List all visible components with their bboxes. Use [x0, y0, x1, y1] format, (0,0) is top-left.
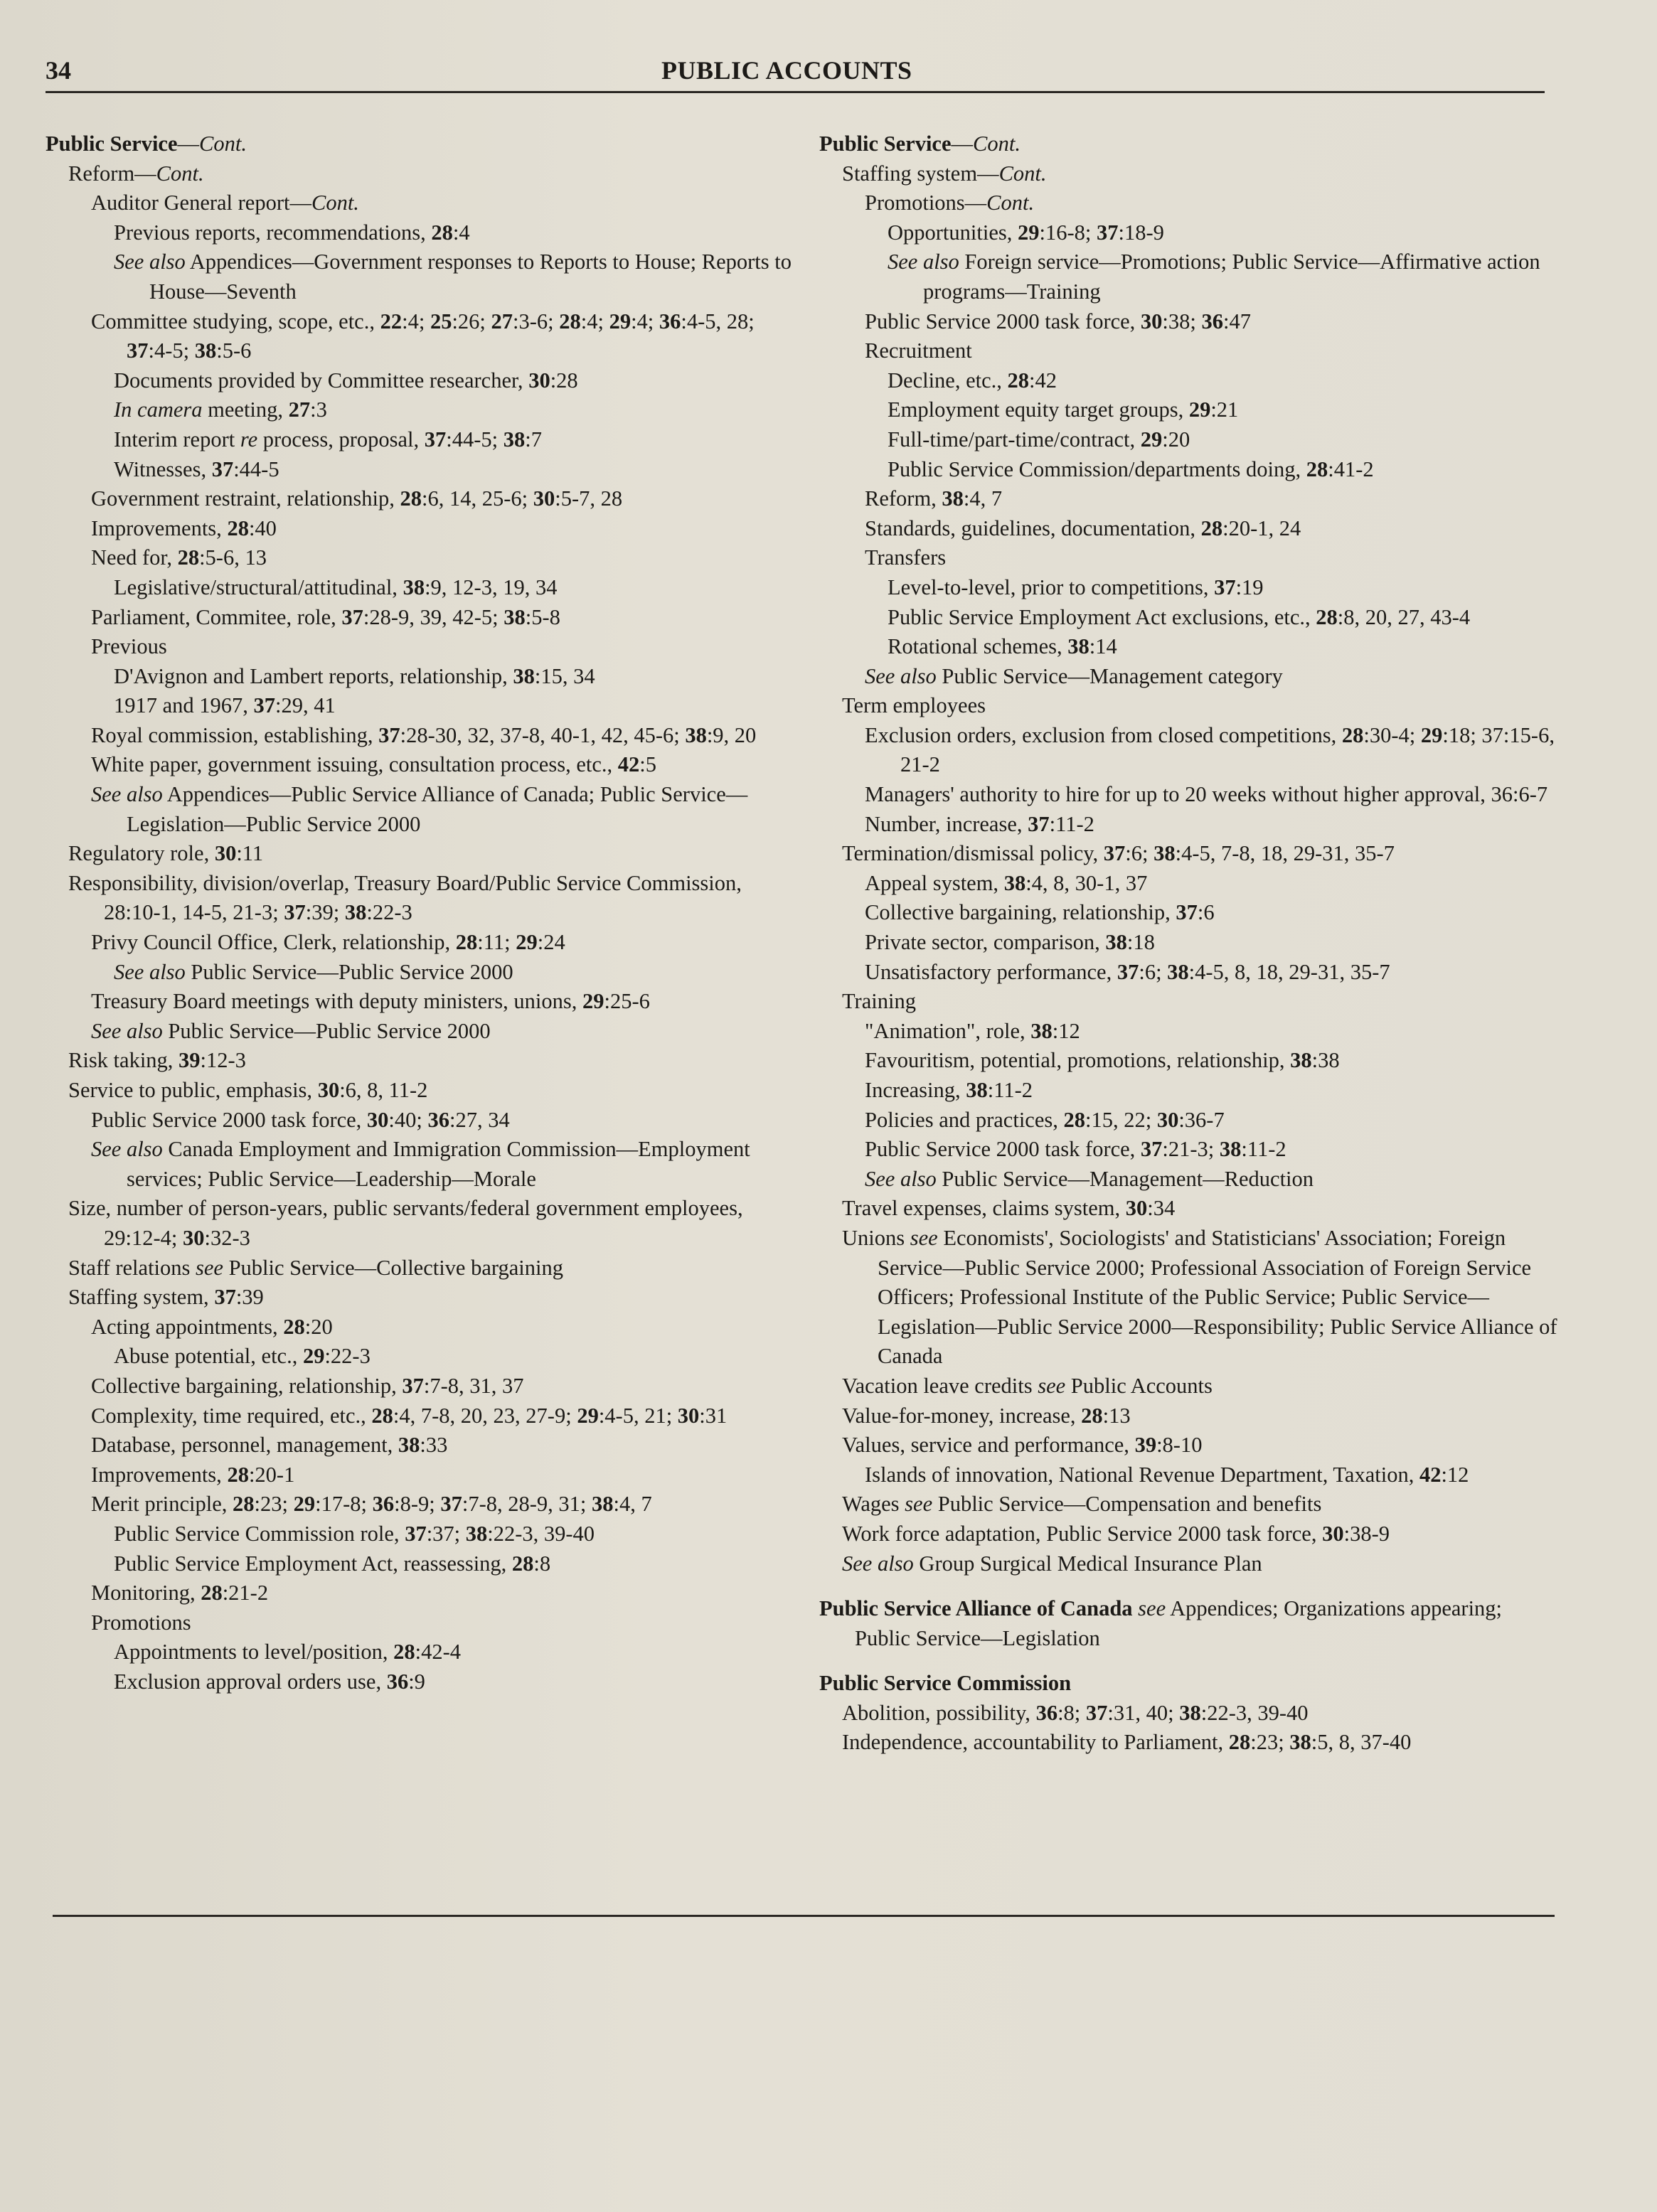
index-entry: Number, increase, 37:11-2 — [865, 811, 1094, 836]
index-entry: Collective bargaining, relationship, 37:6 — [865, 900, 1215, 925]
index-entry: Opportunities, 29:16-8; 37:18-9 — [888, 220, 1164, 245]
index-entry: Termination/dismissal policy, 37:6; 38:4-5, 7-8, 18, 29-31, 35-7 — [842, 841, 1395, 866]
index-entry: See also Canada Employment and Immigration Commission—Employment services; Public Service—Leadership—Morale — [91, 1137, 750, 1191]
index-heading: Public Service—Cont. — [819, 132, 1021, 156]
index-entry: Travel expenses, claims system, 30:34 — [842, 1196, 1176, 1221]
index-entry: See also Public Service—Public Service 2000 — [91, 1018, 491, 1043]
index-entry: Level-to-level, prior to competitions, 37:19 — [888, 575, 1264, 599]
index-entry: Promotions—Cont. — [865, 191, 1035, 215]
index-entry: Unions see Economists', Sociologists' and Statisticians' Association; Foreign Service—Public Service 2000; Professional Association of Foreign Service Officers; Professional Institute of the Public Service; Public Service—Legislation—Public Service 2000—Responsibility; Public Service Alliance of Canada — [842, 1225, 1557, 1369]
index-column-right — [819, 129, 1559, 1758]
index-entry: Collective bargaining, relationship, 37:7-8, 31, 37 — [91, 1373, 524, 1398]
index-entry: Wages see Public Service—Compensation and benefits — [842, 1492, 1322, 1517]
index-heading: Public Service Commission — [819, 1671, 1072, 1696]
index-entry: Managers' authority to hire for up to 20 weeks without higher approval, 36:6-7 — [865, 782, 1548, 807]
index-entry: Public Service 2000 task force, 30:38; 36:47 — [865, 309, 1251, 333]
index-heading: Public Service—Cont. — [46, 132, 247, 156]
entry-spacer — [819, 1578, 1559, 1594]
index-entry: Increasing, 38:11-2 — [865, 1078, 1033, 1102]
index-entry: Privy Council Office, Clerk, relationship, 28:11; 29:24 — [91, 930, 565, 955]
index-entry: Treasury Board meetings with deputy ministers, unions, 29:25-6 — [91, 989, 650, 1014]
index-entry: Decline, etc., 28:42 — [888, 368, 1057, 392]
index-entry: Size, number of person-years, public servants/federal government employees, 29:12-4; 30:32-3 — [68, 1196, 743, 1250]
index-entry: Royal commission, establishing, 37:28-30, 32, 37-8, 40-1, 42, 45-6; 38:9, 20 — [91, 722, 757, 747]
index-entry: Risk taking, 39:12-3 — [68, 1048, 246, 1073]
index-entry: Training — [842, 989, 916, 1014]
index-entry: Staffing system—Cont. — [842, 161, 1047, 186]
index-entry: Auditor General report—Cont. — [91, 191, 359, 215]
index-entry: See also Group Surgical Medical Insurance Plan — [842, 1551, 1262, 1576]
index-entry: Monitoring, 28:21-2 — [91, 1581, 269, 1605]
index-entry: Staffing system, 37:39 — [68, 1285, 264, 1310]
running-head: PUBLIC ACCOUNTS — [661, 56, 912, 85]
index-entry: Full-time/part-time/contract, 29:20 — [888, 427, 1190, 452]
index-entry: Acting appointments, 28:20 — [91, 1314, 333, 1339]
index-entry: Witnesses, 37:44-5 — [114, 456, 279, 481]
index-entry: Previous reports, recommendations, 28:4 — [114, 220, 470, 245]
index-entry: Service to public, emphasis, 30:6, 8, 11-2 — [68, 1078, 428, 1102]
index-entry: In camera meeting, 27:3 — [114, 397, 327, 422]
index-entry: Public Service Employment Act exclusions, etc., 28:8, 20, 27, 43-4 — [888, 604, 1471, 629]
index-entry: See also Public Service—Public Service 2000 — [114, 959, 513, 984]
index-entry: Favouritism, potential, promotions, relationship, 38:38 — [865, 1048, 1340, 1073]
index-entry: See also Foreign service—Promotions; Public Service—Affirmative action programs—Training — [888, 250, 1540, 304]
index-entry: Improvements, 28:20-1 — [91, 1462, 295, 1487]
index-entry: Reform, 38:4, 7 — [865, 486, 1003, 511]
index-entry: See also Appendices—Government responses to Reports to House; Reports to House—Seventh — [114, 250, 792, 304]
index-entry: Public Service 2000 task force, 37:21-3; 38:11-2 — [865, 1137, 1286, 1162]
index-entry: Exclusion approval orders use, 36:9 — [114, 1669, 425, 1694]
index-entry: Policies and practices, 28:15, 22; 30:36-7 — [865, 1107, 1225, 1132]
index-entry: Legislative/structural/attitudinal, 38:9, 12-3, 19, 34 — [114, 575, 558, 599]
index-entry: 1917 and 1967, 37:29, 41 — [114, 693, 336, 718]
page-number: 34 — [46, 56, 71, 85]
index-entry: Previous — [91, 634, 167, 659]
index-entry: "Animation", role, 38:12 — [865, 1018, 1080, 1043]
index-entry: D'Avignon and Lambert reports, relationship, 38:15, 34 — [114, 663, 595, 688]
index-entry: Promotions — [91, 1610, 191, 1635]
index-entry: Unsatisfactory performance, 37:6; 38:4-5, 8, 18, 29-31, 35-7 — [865, 959, 1390, 984]
index-entry: Staff relations see Public Service—Collective bargaining — [68, 1255, 563, 1280]
index-entry: See also Public Service—Management category — [865, 663, 1283, 688]
index-entry: Database, personnel, management, 38:33 — [91, 1433, 448, 1458]
index-entry: Public Service Commission/departments doing, 28:41-2 — [888, 456, 1374, 481]
index-entry: White paper, government issuing, consultation process, etc., 42:5 — [91, 752, 656, 777]
index-entry: Need for, 28:5-6, 13 — [91, 545, 267, 570]
index-entry: See also Public Service—Management—Reduction — [865, 1166, 1314, 1191]
index-entry: Vacation leave credits see Public Accounts — [842, 1373, 1213, 1398]
index-entry: Complexity, time required, etc., 28:4, 7-8, 20, 23, 27-9; 29:4-5, 21; 30:31 — [91, 1403, 728, 1428]
index-entry: Committee studying, scope, etc., 22:4; 25:26; 27:3-6; 28:4; 29:4; 36:4-5, 28; 37:4-5; 38:5-6 — [91, 309, 755, 363]
index-entry: Abuse potential, etc., 29:22-3 — [114, 1344, 371, 1369]
index-entry: Reform—Cont. — [68, 161, 204, 186]
index-entry: Value-for-money, increase, 28:13 — [842, 1403, 1131, 1428]
footer-rule — [53, 1915, 1555, 1917]
index-entry: Government restraint, relationship, 28:6, 14, 25-6; 30:5-7, 28 — [91, 486, 623, 511]
index-entry: Private sector, comparison, 38:18 — [865, 930, 1155, 955]
index-entry: Work force adaptation, Public Service 2000 task force, 30:38-9 — [842, 1521, 1390, 1546]
index-entry: Public Service 2000 task force, 30:40; 36:27, 34 — [91, 1107, 510, 1132]
header-rule — [46, 91, 1545, 93]
index-entry: Recruitment — [865, 338, 972, 363]
entry-spacer — [819, 1653, 1559, 1669]
index-column-left — [46, 129, 799, 1697]
index-entry: Term employees — [842, 693, 986, 718]
index-entry: Interim report re process, proposal, 37:44-5; 38:7 — [114, 427, 542, 452]
index-entry: Exclusion orders, exclusion from closed competitions, 28:30-4; 29:18; 37:15-6, 21-2 — [865, 722, 1555, 777]
index-entry: Transfers — [865, 545, 947, 570]
index-entry: Values, service and performance, 39:8-10 — [842, 1433, 1203, 1458]
index-entry: Standards, guidelines, documentation, 28:20-1, 24 — [865, 515, 1301, 540]
index-entry: Independence, accountability to Parliament, 28:23; 38:5, 8, 37-40 — [842, 1730, 1412, 1755]
index-entry: Documents provided by Committee researcher, 30:28 — [114, 368, 578, 392]
index-entry: Public Service Commission role, 37:37; 38:22-3, 39-40 — [114, 1521, 595, 1546]
index-entry: Merit principle, 28:23; 29:17-8; 36:8-9; 37:7-8, 28-9, 31; 38:4, 7 — [91, 1492, 652, 1517]
index-entry: Regulatory role, 30:11 — [68, 841, 264, 866]
index-entry: Employment equity target groups, 29:21 — [888, 397, 1239, 422]
index-entry: Improvements, 28:40 — [91, 515, 277, 540]
index-entry: Public Service Employment Act, reassessing, 28:8 — [114, 1551, 551, 1576]
index-heading: Public Service Alliance of Canada see Appendices; Organizations appearing; Public Service—Legislation — [819, 1596, 1503, 1650]
index-entry: Appointments to level/position, 28:42-4 — [114, 1640, 461, 1665]
index-entry: Rotational schemes, 38:14 — [888, 634, 1117, 659]
index-entry: See also Appendices—Public Service Alliance of Canada; Public Service—Legislation—Public Service 2000 — [91, 782, 748, 836]
index-entry: Parliament, Commitee, role, 37:28-9, 39, 42-5; 38:5-8 — [91, 604, 560, 629]
index-entry: Islands of innovation, National Revenue Department, Taxation, 42:12 — [865, 1462, 1469, 1487]
index-entry: Abolition, possibility, 36:8; 37:31, 40; 38:22-3, 39-40 — [842, 1700, 1309, 1725]
index-entry: Appeal system, 38:4, 8, 30-1, 37 — [865, 870, 1148, 895]
index-entry: Responsibility, division/overlap, Treasury Board/Public Service Commission, 28:10-1, 14-5, 21-3; 37:39; 38:22-3 — [68, 870, 742, 925]
